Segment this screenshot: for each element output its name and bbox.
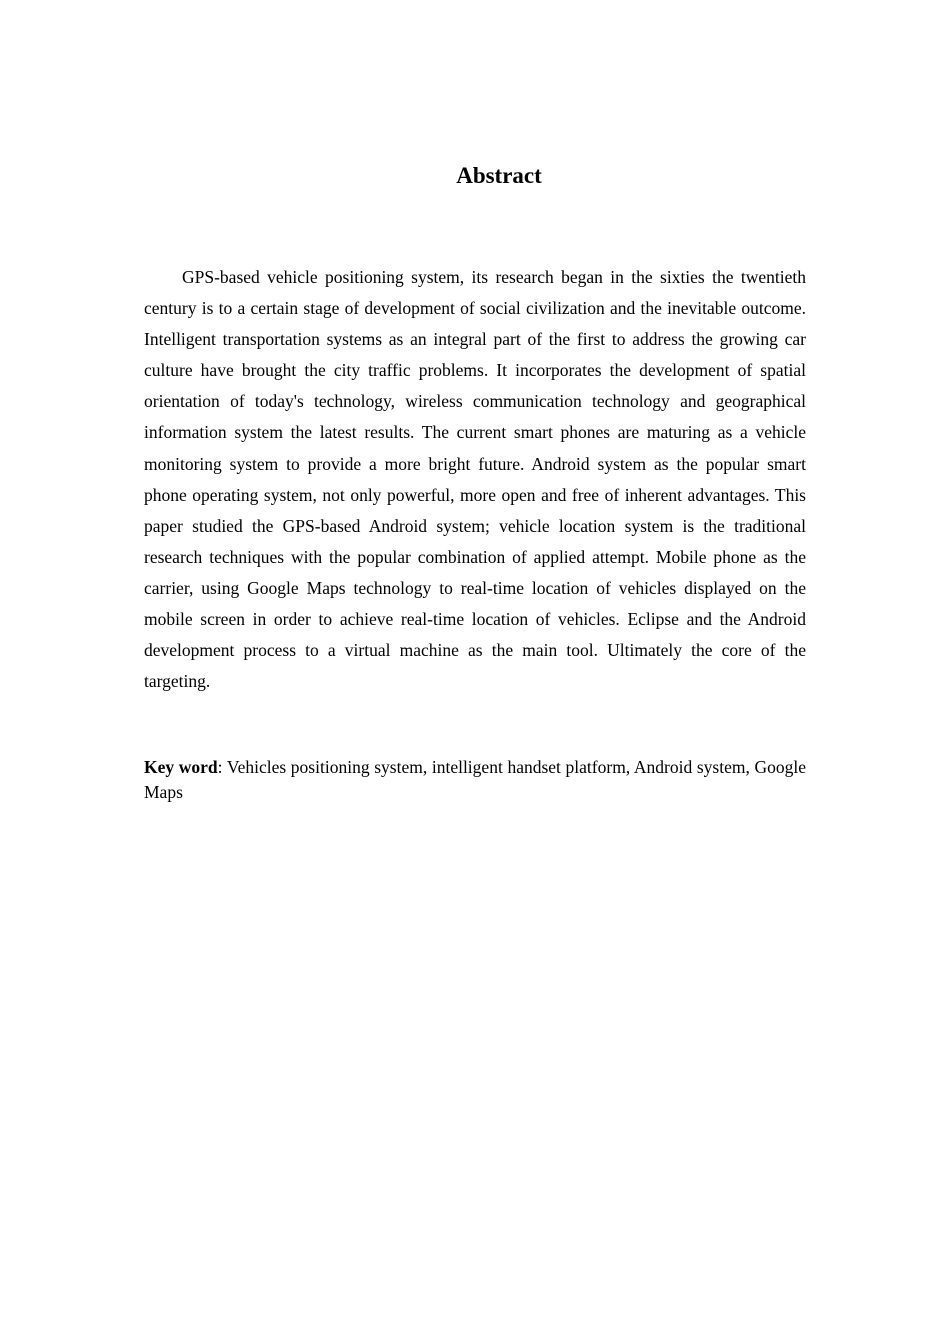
abstract-paragraph: GPS-based vehicle positioning system, its research began in the sixties the twentieth century is to a certain stage of development of social civilization and the inevitable outcome. Intelligent transportation systems as an integral part of the first to address the growing car culture have brought the city traffic problems. It incorporates the development of spatial orientation of today's technology, wireless communication technology and geographical information system the latest results. The current smart phones are maturing as a vehicle monitoring system to provide a more bright future. Android system as the popular smart phone operating system, not only powerful, more open and free of inherent advantages. This paper studied the GPS-based Android system; vehicle location system is the traditional research techniques with the popular combination of applied attempt. Mobile phone as the carrier, using Google Maps technology to real-time location of vehicles displayed on the mobile screen in order to achieve real-time location of vehicles. Eclipse and the Android development process to a virtual machine as the main tool. Ultimately the core of the targeting.: [144, 267, 806, 692]
keywords-text: Vehicles positioning system, intelligent handset platform, Android system, Google Maps: [144, 757, 806, 802]
keywords-label: Key word: [144, 757, 218, 777]
page-title: Abstract: [456, 163, 542, 188]
keywords-line: [144, 755, 806, 805]
keywords-separator: :: [217, 757, 227, 777]
